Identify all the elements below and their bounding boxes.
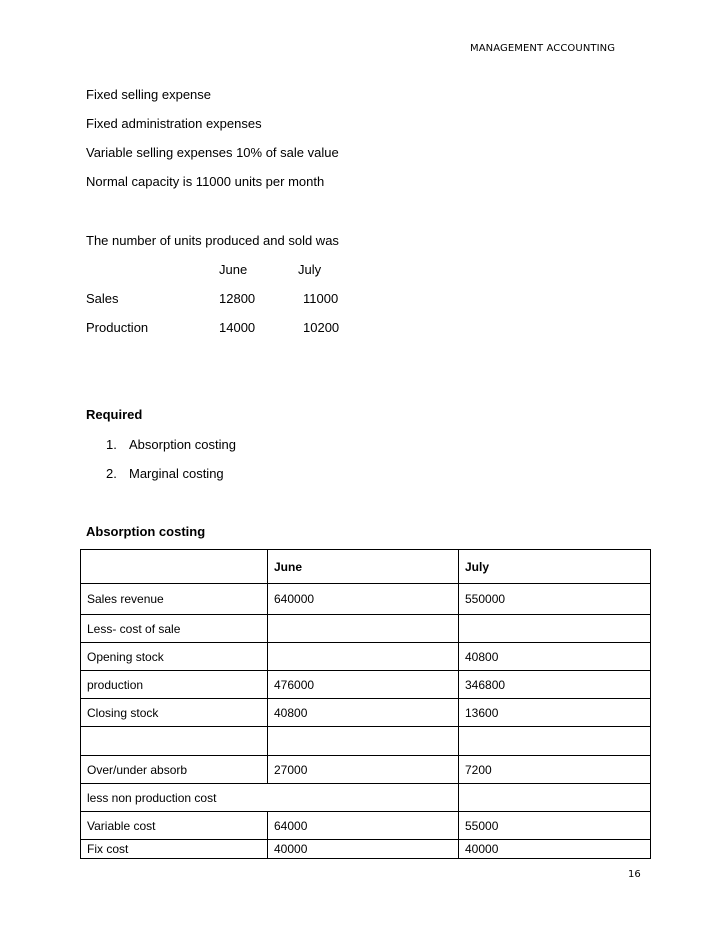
table-cell xyxy=(268,727,459,756)
table-cell: 346800 xyxy=(459,671,651,699)
running-header: MANAGEMENT ACCOUNTING xyxy=(470,43,616,54)
table-header-row xyxy=(81,550,651,584)
table-header-june: June xyxy=(268,550,459,584)
intro-line-variable-selling: Variable selling expenses 10% of sale value xyxy=(86,145,339,160)
table-cell: Variable cost xyxy=(81,812,268,840)
units-row-label: Sales xyxy=(86,291,119,306)
table-row xyxy=(81,699,651,727)
table-header-july: July xyxy=(459,550,651,584)
table-cell: 640000 xyxy=(268,584,459,615)
intro-line-fixed-selling: Fixed selling expense xyxy=(86,87,212,102)
table-cell: 550000 xyxy=(459,584,651,615)
table-cell xyxy=(81,550,268,584)
table-cell xyxy=(268,615,459,643)
units-col-july: July xyxy=(298,262,322,277)
page-number: 16 xyxy=(628,869,641,880)
table-cell: less non production cost xyxy=(81,784,459,812)
units-row-june: 12800 xyxy=(219,291,256,306)
units-row-july: 11000 xyxy=(303,291,339,306)
list-text: Marginal costing xyxy=(129,466,224,481)
table-cell: 40000 xyxy=(459,840,651,859)
table-cell: Less- cost of sale xyxy=(81,615,268,643)
units-row-july: 10200 xyxy=(303,320,340,335)
table-cell: 40000 xyxy=(268,840,459,859)
units-col-june: June xyxy=(219,262,248,277)
table-cell: production xyxy=(81,671,268,699)
list-text: Absorption costing xyxy=(129,437,236,452)
table-cell: 13600 xyxy=(459,699,651,727)
table-row xyxy=(81,584,651,615)
table-cell xyxy=(268,643,459,671)
table-row xyxy=(81,727,651,756)
list-number: 2. xyxy=(106,466,117,481)
absorption-table xyxy=(80,549,651,859)
table-row xyxy=(81,840,651,859)
required-heading: Required xyxy=(86,407,143,422)
required-item xyxy=(106,437,236,452)
table-cell: Opening stock xyxy=(81,643,268,671)
table-cell: Sales revenue xyxy=(81,584,268,615)
units-row-june: 14000 xyxy=(219,320,256,335)
table-cell: Over/under absorb xyxy=(81,756,268,784)
units-row-label: Production xyxy=(86,320,149,335)
table-cell: 7200 xyxy=(459,756,651,784)
table-cell: 40800 xyxy=(459,643,651,671)
list-number: 1. xyxy=(106,437,117,452)
table-cell xyxy=(81,727,268,756)
table-cell: 476000 xyxy=(268,671,459,699)
table-cell: 64000 xyxy=(268,812,459,840)
table-row xyxy=(81,784,651,812)
required-item xyxy=(106,466,224,481)
table-row xyxy=(81,643,651,671)
table-cell: 55000 xyxy=(459,812,651,840)
units-intro: The number of units produced and sold was xyxy=(86,233,339,248)
table-cell: 27000 xyxy=(268,756,459,784)
intro-line-normal-capacity: Normal capacity is 11000 units per month xyxy=(86,174,325,189)
intro-line-fixed-admin: Fixed administration expenses xyxy=(86,116,262,131)
table-row xyxy=(81,671,651,699)
absorption-heading: Absorption costing xyxy=(86,524,206,539)
table-cell xyxy=(459,615,651,643)
table-cell xyxy=(459,784,651,812)
table-cell: Fix cost xyxy=(81,840,268,859)
table-cell: 40800 xyxy=(268,699,459,727)
table-row xyxy=(81,615,651,643)
table-cell xyxy=(459,727,651,756)
table-cell: Closing stock xyxy=(81,699,268,727)
table-row xyxy=(81,756,651,784)
table-row xyxy=(81,812,651,840)
